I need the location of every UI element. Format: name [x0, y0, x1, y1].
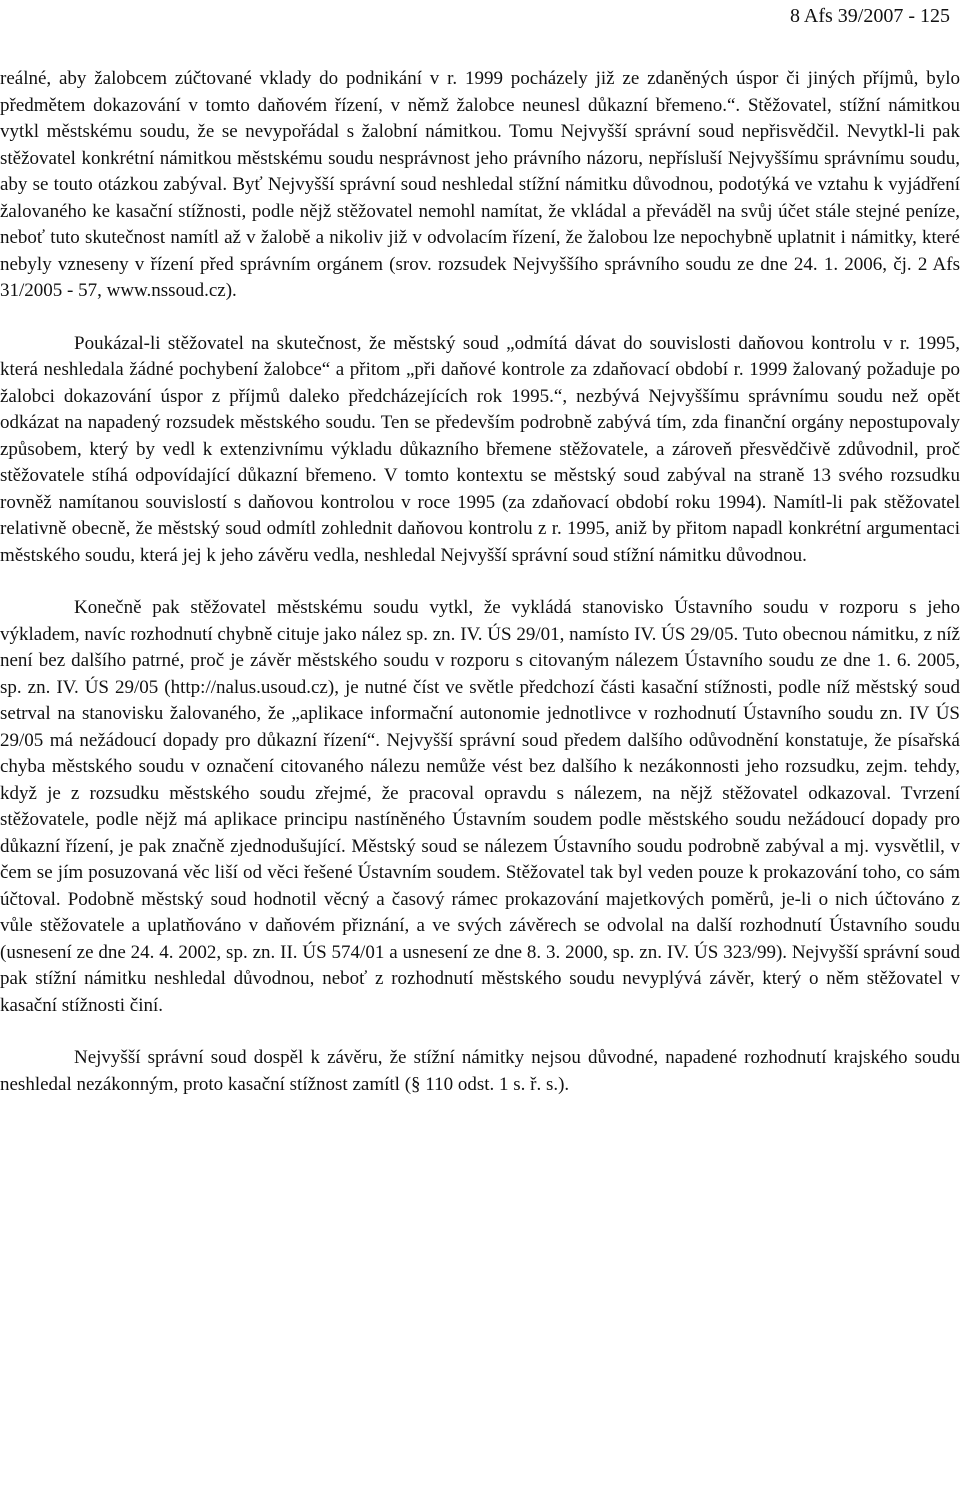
- case-number-header: 8 Afs 39/2007 - 125: [790, 5, 950, 27]
- paragraph-4: Nejvyšší správní soud dospěl k závěru, že stížní námitky nejsou důvodné, napadené rozhodnutí krajského soudu neshledal nezákonným, proto kasační stížnost zamítl (§ 110 odst. 1 s. ř. s.).: [0, 1047, 960, 1095]
- paragraph-2: Poukázal-li stěžovatel na skutečnost, že městský soud „odmítá dávat do souvislosti daňovou kontrolu v r. 1995, která neshledala žádné pochybení žalobce“ a přitom „při daňové kontrole za zdaňovací období r. 1999 žalovaný požaduje po žalobci dokazování úspor z příjmů daleko předcházejících rok 1995.“, nezbývá Nejvyššímu správnímu soudu než opět odkázat na napadený rozsudek městského soudu. Ten se především podrobně zabývá tím, zda finanční orgány nepostupovaly způsobem, který by vedl k extenzivnímu výkladu důkazního břemene stěžovatele, a zároveň přesvědčivě zdůvodnil, proč stěžovatele stíhá odpovídající důkazní břemeno. V tomto kontextu se městský soud zabýval na straně 13 svého rozsudku rovněž namítanou souvislostí s daňovou kontrolou v roce 1995 (za zdaňovací období roku 1994). Namítl-li pak stěžovatel relativně obecně, že městský soud odmítl zohlednit daňovou kontrolu z r. 1995, aniž by přitom napadl konkrétní argumentaci městského soudu, která jej k jeho závěru vedla, neshledal Nejvyšší správní soud stížní námitku důvodnou.: [0, 332, 960, 566]
- paragraph-3: Konečně pak stěžovatel městskému soudu vytkl, že vykládá stanovisko Ústavního soudu v rozporu s jeho výkladem, navíc rozhodnutí chybně cituje jako nález sp. zn. IV. ÚS 29/01, namísto IV. ÚS 29/05. Tuto obecnou námitku, z níž není bez dalšího patrné, proč je závěr městského soudu v rozporu s citovaným nálezem Ústavního soudu ze dne 1. 6. 2005, sp. zn. IV. ÚS 29/05 (http://nalus.usoud.cz), je nutné číst ve světle předchozí části kasační stížnosti, podle níž městský soud setrval na stanovisku žalovaného, že „aplikace informační autonomie jednotlivce v rozhodnutí Ústavního soudu zn. IV ÚS 29/05 má nežádoucí dopady pro důkazní řízení“. Nejvyšší správní soud předem dalšího odůvodnění konstatuje, že písařská chyba městského soudu v označení citovaného nálezu nemůže vést bez dalšího k nezákonnosti jeho rozsudku, zejm. tehdy, když je z rozsudku městského soudu zřejmé, že pracoval opravdu s nálezem, na nějž stěžovatel odkazoval. Tvrzení stěžovatele, podle nějž má aplikace principu nastíněného Ústavním soudem podle městského soudu nežádoucí dopady pro důkazní řízení, je pak značně zjednodušující. Městský soud se nálezem Ústavního soudu podrobně zabýval a mj. vysvětlil, v čem se jím posuzovaná věc liší od věci řešené Ústavním soudem. Stěžovatel tak byl veden pouze k prokazování toho, co sám účtoval. Podobně městský soud hodnotil věcný a časový rámec prokazování majetkových poměrů, je-li o nich účtováno z vůle stěžovatele a uplatňováno v daňovém přiznání, a ve svých závěrech se odvolal na další rozhodnutí Ústavního soudu (usnesení ze dne 24. 4. 2002, sp. zn. II. ÚS 574/01 a usnesení ze dne 8. 3. 2000, sp. zn. IV. ÚS 323/99). Nejvyšší správní soud pak stížní námitku neshledal důvodnou, neboť z rozhodnutí městského soudu nevyplývá závěr, který o něm stěžovatel v kasační stížnosti činí.: [0, 597, 960, 1016]
- document-body: [0, 66, 960, 1098]
- paragraph-1: reálné, aby žalobcem zúčtované vklady do podnikání v r. 1999 pocházely již ze zdaněných úspor či jiných příjmů, bylo předmětem dokazování v tomto daňovém řízení, v němž žalobce neunesl důkazní břemeno.“. Stěžovatel, stížní námitkou vytkl městskému soudu, že se nevypořádal s žalobní námitkou. Tomu Nejvyšší správní soud nepřisvědčil. Nevytkl-li pak stěžovatel konkrétní námitkou městskému soudu nesprávnost jeho právního názoru, nepřísluší Nejvyššímu správnímu soudu, aby se touto otázkou zabýval. Byť Nejvyšší správní soud neshledal stížní námitku důvodnou, podotýká ve vztahu k vyjádření žalovaného ke kasační stížnosti, podle nějž stěžovatel nemohl namítat, že vkládal a převáděl na svůj účet stále stejné peníze, neboť tuto skutečnost namítl až v žalobě a nikoliv již v odvolacím řízení, že žalobou lze nepochybně uplatnit i námitky, které nebyly vzneseny v řízení před správním orgánem (srov. rozsudek Nejvyššího správního soudu ze dne 24. 1. 2006, čj. 2 Afs 31/2005 - 57, www.nssoud.cz).: [0, 68, 960, 301]
